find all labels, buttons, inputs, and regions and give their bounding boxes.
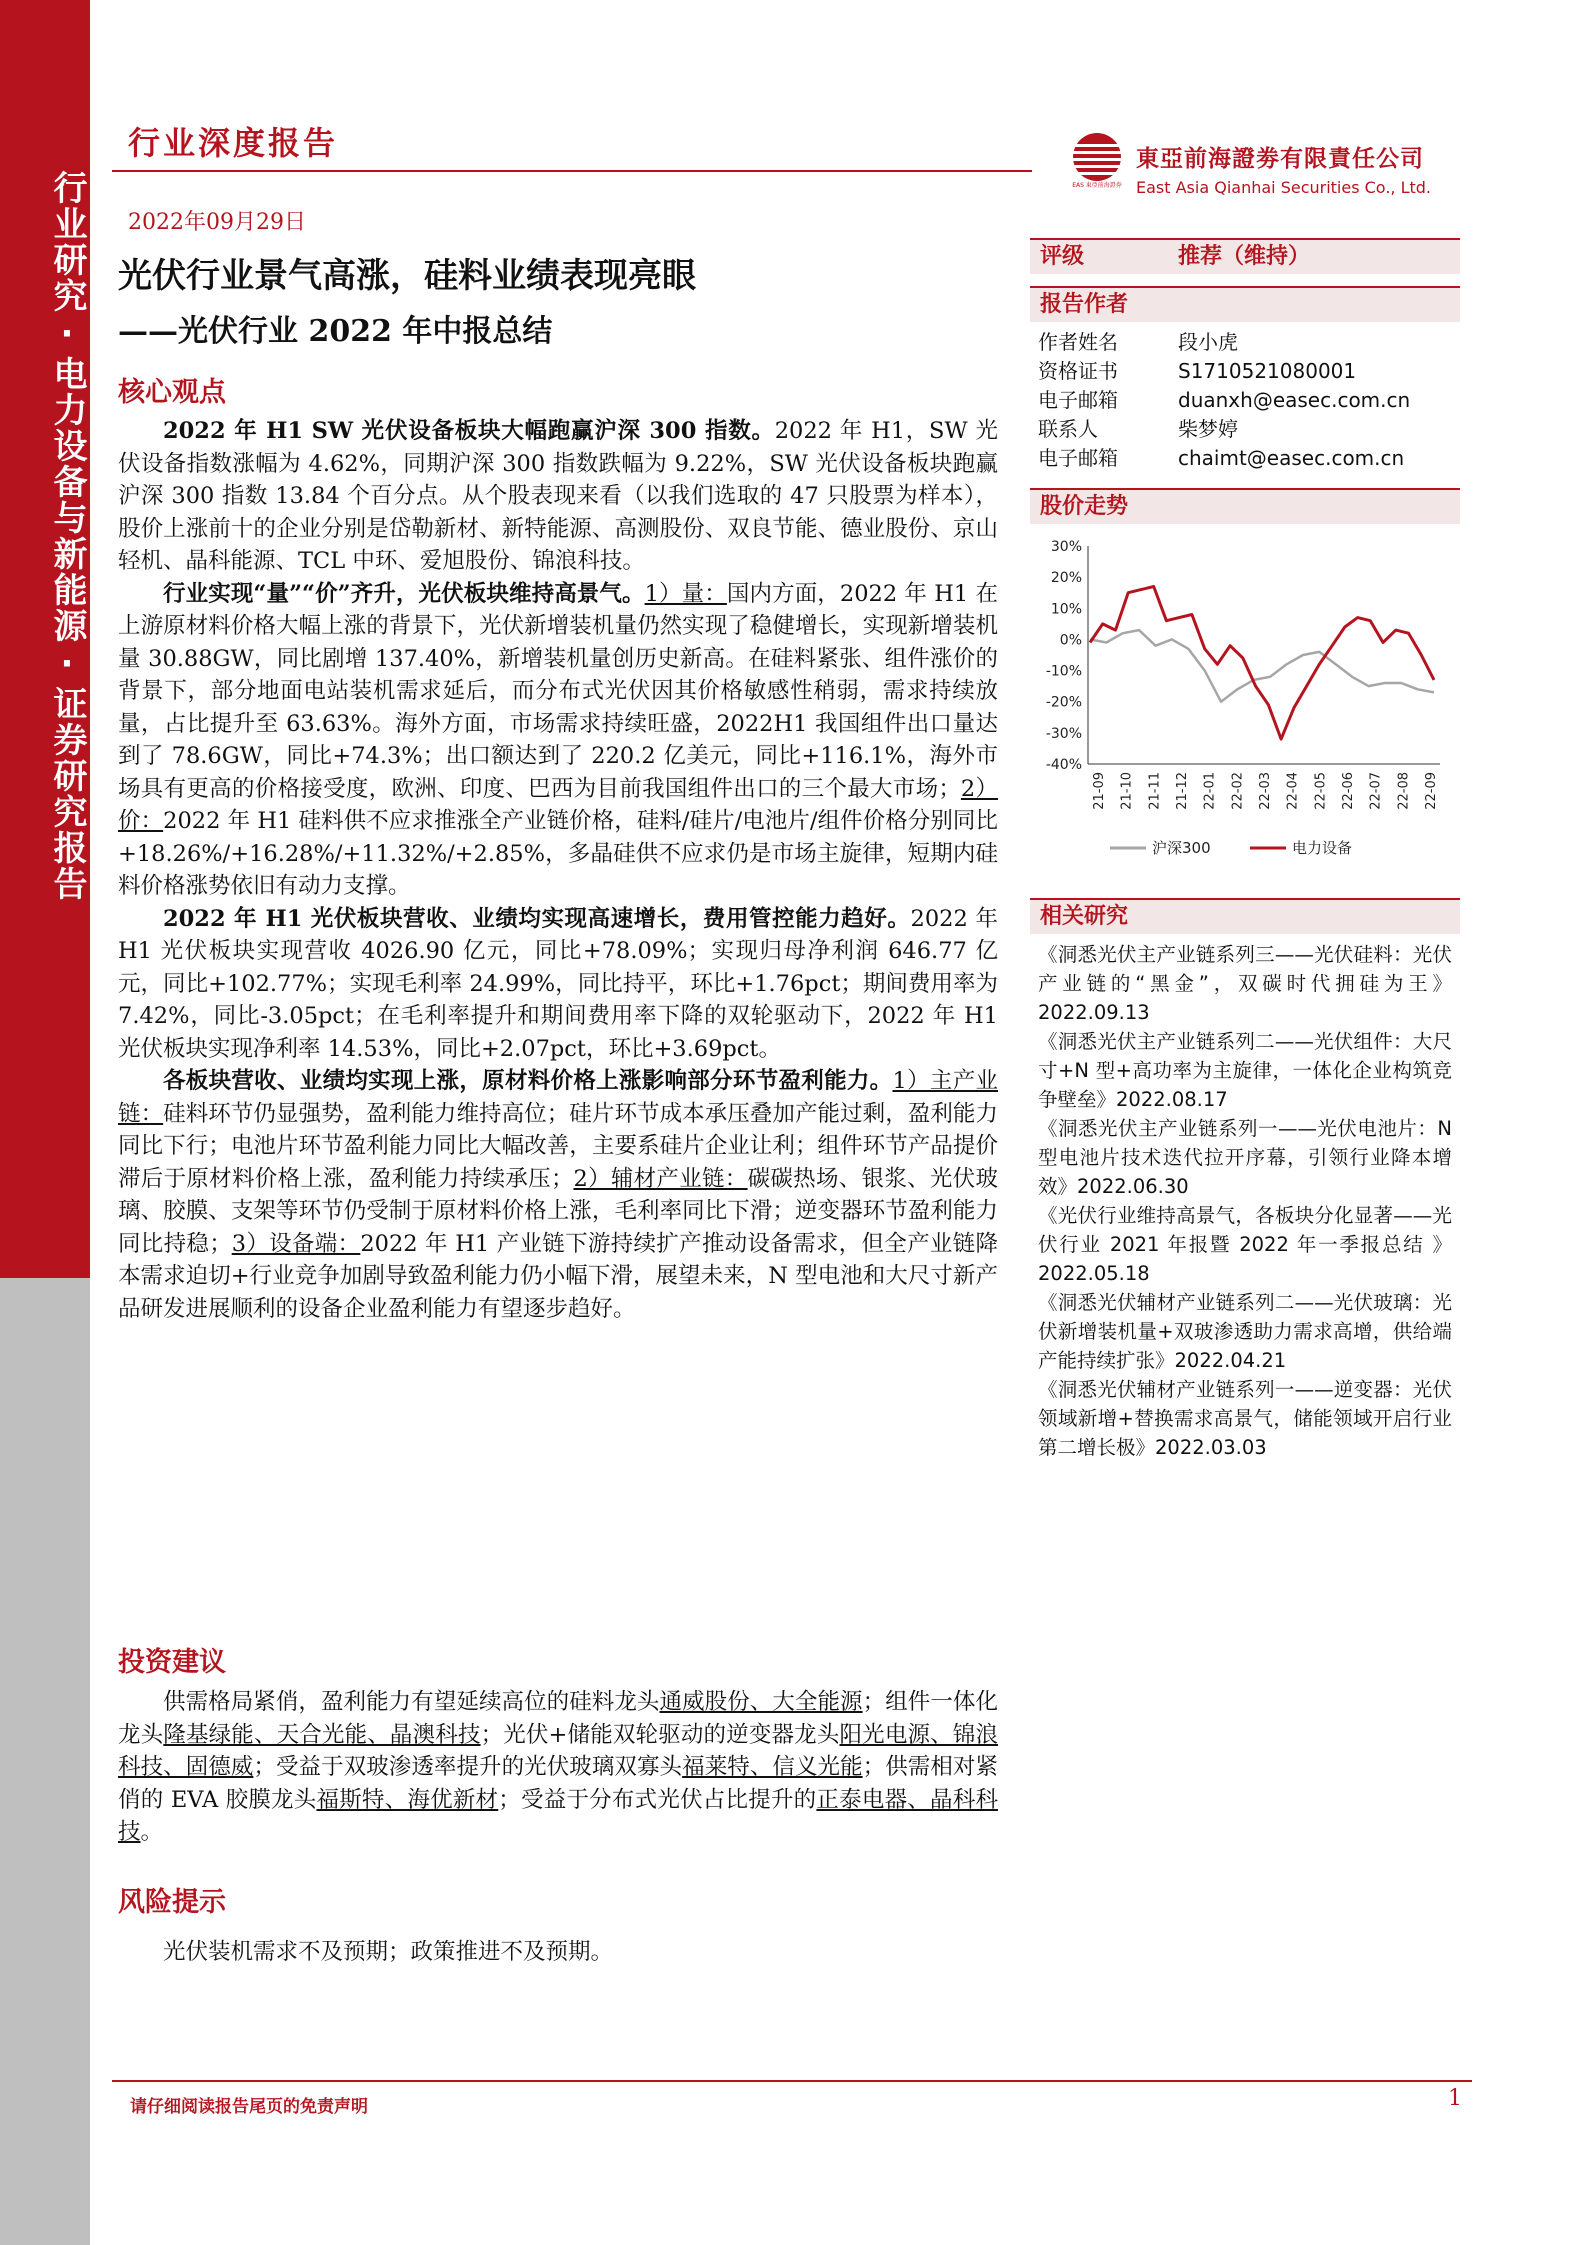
core-para-4-body-b: 碳碳热场、银浆、光伏玻璃、胶膜、支架等环节仍受制于原材料价格上涨，毛利率同比下滑；逆变器环节盈利能力同比持稳； [118, 1165, 998, 1257]
core-paragraphs [118, 415, 998, 1325]
invest-text-c: ；光伏+储能双轮驱动的逆变器龙头 [480, 1721, 840, 1748]
report-type: 行业深度报告 [128, 124, 339, 162]
section-invest-heading: 投资建议 [118, 1647, 226, 1678]
author-key: 电子邮箱 [1038, 388, 1118, 412]
report-date: 2022年09月29日 [128, 210, 306, 235]
invest-stocks-inverter: 阳光电源、锦浪科技、固德威 [118, 1721, 998, 1780]
main-title: 光伏行业景气高涨，硅料业绩表现亮眼 [118, 256, 696, 296]
chart-x-tick-label: 22-04 [1285, 772, 1301, 810]
author-value: 柴梦婷 [1178, 417, 1238, 441]
invest-text-d: ；受益于双玻渗透率提升的光伏玻璃双寡头 [253, 1754, 683, 1780]
footer-disclaimer: 请仔细阅读报告尾页的免责声明 [130, 2097, 368, 2117]
chart-y-tick-label: 0% [1059, 632, 1082, 649]
rating-box [1030, 238, 1460, 274]
author-row [1030, 415, 1460, 444]
core-para-1 [118, 415, 998, 578]
invest-stocks-distributed: 正泰电器、晶科科技 [118, 1786, 998, 1845]
chart-y-tick-label: -20% [1045, 694, 1082, 711]
invest-stocks-silicon: 通威股份、大全能源 [659, 1689, 863, 1715]
core-para-3-lead: 2022 年 H1 光伏板块营收、业绩均实现高速增长，费用管控能力趋好。 [163, 905, 911, 932]
chart-legend-label: 沪深300 [1152, 839, 1211, 857]
rating-row [1030, 238, 1460, 274]
core-para-4-label-equip: 3）设备端： [231, 1230, 361, 1257]
chart-x-tick-label: 22-05 [1313, 772, 1329, 810]
company-name-en: East Asia Qianhai Securities Co., Ltd. [1136, 178, 1431, 197]
related-item[interactable]: 《光伏行业维持高景气，各板块分化显著——光伏行业 2021 年报暨 2022 年一季报总结 》2022.05.18 [1038, 1204, 1452, 1285]
invest-text-b: ；组件一体化龙头 [118, 1689, 998, 1748]
related-box [1030, 898, 1460, 1462]
chart-x-tick-label: 22-06 [1341, 772, 1356, 810]
related-list [1030, 940, 1460, 1462]
chart-y-tick-label: 30% [1050, 539, 1082, 555]
core-para-4-label-main: 1）主产业链： [118, 1068, 998, 1127]
company-name-cn: 東亞前海證劵有限責任公司 [1136, 146, 1424, 172]
sidebar [0, 0, 90, 2245]
rating-label: 评级 [1040, 244, 1085, 269]
chart-x-tick-label: 22-02 [1230, 772, 1246, 810]
price-box [1030, 488, 1460, 524]
invest-stocks-glass: 福莱特、信义光能 [682, 1754, 863, 1780]
chart-y-tick-label: 10% [1050, 601, 1082, 618]
chart-x-tick-label: 22-01 [1202, 772, 1218, 810]
related-item[interactable]: 《洞悉光伏主产业链系列三——光伏硅料：光伏产业链的“黑金”，双碳时代拥硅为王》2022.09.13 [1038, 943, 1452, 1024]
core-para-4-body-c: 2022 年 H1 产业链下游持续扩产推动设备需求，但全产业链降本需求迫切+行业竞争加剧导致盈利能力仍小幅下滑，展望未来，N 型电池和大尺寸新产品研发进展顺利的设备企业盈利能力有望逐步趋好。 [118, 1230, 998, 1322]
core-para-4-label-aux: 2）辅材产业链： [573, 1165, 748, 1192]
rating-value: 推荐（维持） [1178, 244, 1311, 269]
chart-x-tick-label: 21-09 [1092, 772, 1107, 810]
author-key: 联系人 [1038, 417, 1098, 441]
author-row [1030, 328, 1460, 357]
author-heading: 报告作者 [1030, 286, 1460, 322]
price-chart [1030, 530, 1460, 870]
chart-x-tick-label: 21-10 [1119, 772, 1135, 810]
author-key: 资格证书 [1038, 359, 1118, 383]
invest-paragraph [118, 1686, 998, 1849]
invest-text-g: 。 [140, 1819, 164, 1845]
related-item[interactable]: 《洞悉光伏辅材产业链系列一——逆变器：光伏领域新增+替换需求高景气，储能领域开启行业第二增长极》2022.03.03 [1038, 1378, 1452, 1459]
risk-paragraph [118, 1936, 998, 1969]
author-box [1030, 286, 1460, 473]
core-para-2-body-b: 2022 年 H1 硅料供不应求推涨全产业链价格，硅料/硅片/电池片/组件价格分别同比+18.26%/+16.28%/+11.32%/+2.85%，多晶硅供不应求仍是市场主旋律，短期内硅料价格涨势依旧有动力支撑。 [118, 808, 998, 899]
risk-text: 光伏装机需求不及预期；政策推进不及预期。 [163, 1939, 614, 1965]
footer-divider [112, 2080, 1472, 2082]
core-para-2-label-price: 2）价： [118, 775, 998, 834]
chart-y-tick-label: -10% [1045, 663, 1082, 680]
author-key: 电子邮箱 [1038, 446, 1118, 470]
invest-text-e: ；供需相对紧俏的 EVA 胶膜龙头 [118, 1754, 998, 1813]
author-value: 段小虎 [1178, 330, 1238, 354]
core-para-2 [118, 578, 998, 903]
core-para-2-lead: 行业实现“量”“价”齐升，光伏板块维持高景气。 [163, 580, 645, 607]
core-para-4-body-a: 硅料环节仍显强势，盈利能力维持高位；硅片环节成本承压叠加产能过剩，盈利能力同比下行；电池片环节盈利能力同比大幅改善，主要系硅片企业让利；组件环节产品提价滞后于原材料价格上涨，盈利能力持续承压； [118, 1100, 998, 1192]
section-risk-heading: 风险提示 [118, 1887, 226, 1918]
price-heading: 股价走势 [1030, 488, 1460, 524]
invest-text-a: 供需格局紧俏，盈利能力有望延续高位的硅料龙头 [163, 1689, 660, 1715]
invest-stocks-eva: 福斯特、海优新材 [316, 1786, 499, 1813]
core-para-1-body: 2022 年 H1，SW 光伏设备指数涨幅为 4.62%，同期沪深 300 指数跌幅为 9.22%，SW 光伏设备板块跑赢沪深 300 指数 13.84 个百分点。从个股表现来看（以我们选取的 47 只股票为样本），股价上涨前十的企业分别是岱勒新材、新特能源、高测股份、双良节能、德业股份、京山轻机、晶科能源、TCL 中环、爱旭股份、锦浪科技。 [118, 418, 998, 574]
chart-series-line [1090, 587, 1434, 740]
related-item[interactable]: 《洞悉光伏主产业链系列一——光伏电池片：N 型电池片技术迭代拉开序幕，引领行业降本增效》2022.06.30 [1038, 1117, 1452, 1198]
header-divider [112, 170, 1032, 172]
related-heading: 相关研究 [1030, 898, 1460, 934]
chart-x-tick-label: 21-11 [1147, 772, 1163, 810]
author-email-link[interactable]: duanxh@easec.com.cn [1178, 388, 1411, 412]
core-para-1-lead: 2022 年 H1 SW 光伏设备板块大幅跑赢沪深 300 指数。 [163, 418, 775, 444]
core-para-3-body: 2022 年 H1 光伏板块实现营收 4026.90 亿元，同比+78.09%；实现归母净利润 646.77 亿元，同比+102.77%；实现毛利率 24.99%，同比持平，环比+1.76pct；期间费用率为 7.42%，同比-3.05pct；在毛利率提升和期间费用率下降的双轮驱动下，2022 年 H1 光伏板块实现净利率 14.53%，同比+2.07pct，环比+3.69pct。 [118, 905, 998, 1062]
sub-title: ——光伏行业 2022 年中报总结 [118, 314, 553, 349]
author-row [1030, 386, 1460, 415]
author-row [1030, 444, 1460, 473]
related-item[interactable]: 《洞悉光伏辅材产业链系列二——光伏玻璃：光伏新增装机量+双玻渗透助力需求高增，供给端产能持续扩张》2022.04.21 [1038, 1291, 1452, 1372]
author-key: 作者姓名 [1038, 330, 1118, 354]
chart-x-tick-label: 22-08 [1396, 772, 1412, 810]
chart-x-tick-label: 22-03 [1258, 772, 1273, 810]
core-para-4-lead: 各板块营收、业绩均实现上涨，原材料价格上涨影响部分环节盈利能力。 [163, 1068, 893, 1094]
core-para-4 [118, 1065, 998, 1325]
chart-x-tick-label: 21-12 [1175, 772, 1190, 810]
chart-x-tick-label: 22-09 [1424, 772, 1439, 810]
author-email-link[interactable]: chaimt@easec.com.cn [1178, 446, 1405, 470]
author-value: S1710521080001 [1178, 359, 1357, 383]
chart-legend-label: 电力设备 [1292, 839, 1353, 857]
core-para-3 [118, 903, 998, 1066]
related-item[interactable]: 《洞悉光伏主产业链系列二——光伏组件：大尺寸+N 型+高功率为主旋律，一体化企业构筑竞争壁垒》2022.08.17 [1038, 1030, 1452, 1111]
chart-y-tick-label: -40% [1045, 757, 1082, 773]
invest-stocks-module: 隆基绿能、天合光能、晶澳科技 [163, 1721, 481, 1748]
logo-small-text: EAS 東亞前海證券 [1072, 182, 1122, 188]
chart-x-tick-label: 22-07 [1368, 772, 1384, 810]
sidebar-label: 行业研究·电力设备与新能源·证券研究报告 [47, 170, 87, 902]
author-row [1030, 357, 1460, 386]
core-para-2-label-volume: 1）量： [644, 580, 727, 607]
chart-y-tick-label: -30% [1045, 725, 1082, 742]
core-para-2-body-a: 国内方面，2022 年 H1 在上游原材料价格大幅上涨的背景下，光伏新增装机量仍然实现了稳健增长，实现新增装机量 30.88GW，同比剧增 137.40%，新增装机量创历史新高。在硅料紧张、组件涨价的背景下，部分地面电站装机需求延后，而分布式光伏因其价格敏感性稍弱，需求持续放量，占比提升至 63.63%。海外方面，市场需求持续旺盛，2022H1 我国组件出口量达到了 78.6GW，同比+74.3%；出口额达到了 220.2 亿美元，同比+116.1%，海外市场具有更高的价格接受度，欧洲、印度、巴西为目前我国组件出口的三个最大市场； [118, 580, 998, 802]
invest-text-f: ；受益于分布式光伏占比提升的 [498, 1786, 817, 1813]
page-number: 1 [1448, 2086, 1462, 2111]
section-core-heading: 核心观点 [118, 377, 226, 408]
company-logo-icon [1068, 130, 1126, 188]
chart-y-tick-label: 20% [1050, 570, 1082, 587]
